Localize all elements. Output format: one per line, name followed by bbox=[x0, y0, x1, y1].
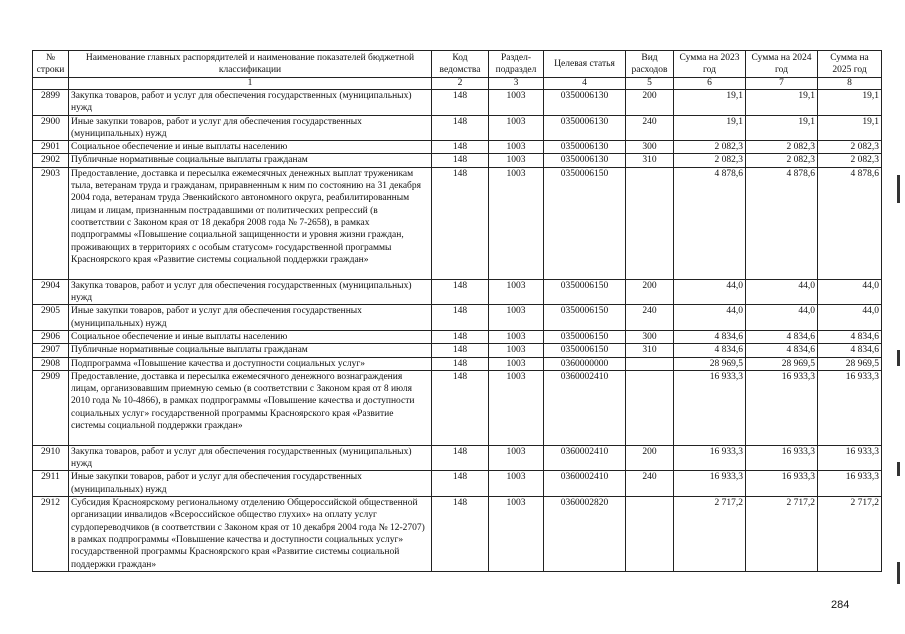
row-number-cell: 2902 bbox=[33, 154, 69, 167]
dept-code-cell: 148 bbox=[432, 154, 489, 167]
name-cell: Социальное обеспечение и иные выплаты населению bbox=[69, 330, 432, 343]
dept-code-cell: 148 bbox=[432, 115, 489, 141]
table-row bbox=[33, 330, 882, 343]
target-article-cell: 0350006150 bbox=[544, 330, 626, 343]
sum-2024-cell: 2 082,3 bbox=[746, 154, 818, 167]
row-number-cell: 2911 bbox=[33, 471, 69, 497]
sum-2023-cell: 2 082,3 bbox=[674, 141, 746, 154]
sum-2025-cell: 44,0 bbox=[818, 305, 882, 331]
budget-table bbox=[32, 50, 882, 572]
dept-code-cell: 148 bbox=[432, 305, 489, 331]
column-number: 1 bbox=[69, 78, 432, 90]
sum-2024-cell: 44,0 bbox=[746, 279, 818, 305]
table-row bbox=[33, 497, 882, 572]
table-row bbox=[33, 115, 882, 141]
name-cell: Закупка товаров, работ и услуг для обеспечения государственных (муниципальных) нужд bbox=[69, 90, 432, 116]
sum-2025-cell: 4 834,6 bbox=[818, 330, 882, 343]
name-cell: Публичные нормативные социальные выплаты гражданам bbox=[69, 344, 432, 357]
table-row bbox=[33, 90, 882, 116]
expense-type-cell: 240 bbox=[626, 305, 674, 331]
row-number-cell: 2907 bbox=[33, 344, 69, 357]
sum-2024-cell: 28 969,5 bbox=[746, 357, 818, 370]
row-number-cell: 2906 bbox=[33, 330, 69, 343]
dept-code-cell: 148 bbox=[432, 167, 489, 279]
dept-code-cell: 148 bbox=[432, 497, 489, 572]
name-cell: Публичные нормативные социальные выплаты гражданам bbox=[69, 154, 432, 167]
sum-2024-cell: 16 933,3 bbox=[746, 445, 818, 471]
sum-2025-cell: 16 933,3 bbox=[818, 471, 882, 497]
expense-type-cell: 240 bbox=[626, 471, 674, 497]
name-cell: Предоставление, доставка и пересылка ежемесячных денежных выплат труженикам тыла, ветеранам труда и гражданам, приравненным к ним по состоянию на 31 декабря 2004 года, ветеранам труда Эвенкийского автономного округа, реабилитированным лицам и лицам, признанным пострадавшими от политических репрессий (в соответствии с Законом края от 18 декабря 2008 года № 7-2658), в рамках подпрограммы «Повышение социальной защищенности и уровня жизни граждан, проживающих в территориях с особым статусом» государственной программы Красноярского края «Развитие системы социальной поддержки граждан» bbox=[69, 167, 432, 279]
name-cell: Предоставление, доставка и пересылка ежемесячного денежного вознаграждения лицам, организовавшим приемную семью (в соответствии с Законом края от 8 июля 2010 года № 10-4866), в рамках подпрограммы «Повышение качества и доступности социальных услуг» государственной программы Красноярского края «Развитие системы социальной поддержки граждан» bbox=[69, 370, 432, 445]
sum-2023-cell: 19,1 bbox=[674, 90, 746, 116]
sum-2024-cell: 44,0 bbox=[746, 305, 818, 331]
sum-2025-cell: 4 878,6 bbox=[818, 167, 882, 279]
sum-2024-cell: 4 834,6 bbox=[746, 330, 818, 343]
row-number-cell: 2905 bbox=[33, 305, 69, 331]
column-number: 3 bbox=[489, 78, 544, 90]
target-article-cell: 0360002820 bbox=[544, 497, 626, 572]
sum-2024-cell: 16 933,3 bbox=[746, 471, 818, 497]
header-expense-type: Вид расходов bbox=[626, 51, 674, 78]
name-cell: Социальное обеспечение и иные выплаты населению bbox=[69, 141, 432, 154]
section-cell: 1003 bbox=[489, 471, 544, 497]
column-number bbox=[33, 78, 69, 90]
target-article-cell: 0350006150 bbox=[544, 279, 626, 305]
sum-2024-cell: 16 933,3 bbox=[746, 370, 818, 445]
sum-2025-cell: 2 082,3 bbox=[818, 141, 882, 154]
section-cell: 1003 bbox=[489, 305, 544, 331]
expense-type-cell: 240 bbox=[626, 115, 674, 141]
column-number: 2 bbox=[432, 78, 489, 90]
header-sum-2025: Сумма на 2025 год bbox=[818, 51, 882, 78]
expense-type-cell: 200 bbox=[626, 279, 674, 305]
header-sum-2023: Сумма на 2023 год bbox=[674, 51, 746, 78]
name-cell: Иные закупки товаров, работ и услуг для обеспечения государственных (муниципальных) нужд bbox=[69, 115, 432, 141]
target-article-cell: 0360002410 bbox=[544, 471, 626, 497]
sum-2023-cell: 44,0 bbox=[674, 305, 746, 331]
sum-2023-cell: 16 933,3 bbox=[674, 471, 746, 497]
column-number-row bbox=[33, 78, 882, 90]
sum-2023-cell: 2 717,2 bbox=[674, 497, 746, 572]
section-cell: 1003 bbox=[489, 167, 544, 279]
target-article-cell: 0360000000 bbox=[544, 357, 626, 370]
target-article-cell: 0350006130 bbox=[544, 141, 626, 154]
expense-type-cell bbox=[626, 370, 674, 445]
section-cell: 1003 bbox=[489, 344, 544, 357]
section-cell: 1003 bbox=[489, 141, 544, 154]
sum-2024-cell: 2 717,2 bbox=[746, 497, 818, 572]
name-cell: Иные закупки товаров, работ и услуг для обеспечения государственных (муниципальных) нужд bbox=[69, 471, 432, 497]
row-number-cell: 2904 bbox=[33, 279, 69, 305]
sum-2023-cell: 4 878,6 bbox=[674, 167, 746, 279]
expense-type-cell bbox=[626, 357, 674, 370]
row-number-cell: 2912 bbox=[33, 497, 69, 572]
row-number-cell: 2908 bbox=[33, 357, 69, 370]
table-row bbox=[33, 357, 882, 370]
column-number: 8 bbox=[818, 78, 882, 90]
name-cell: Субсидия Красноярскому региональному отделению Общероссийской общественной организации инвалидов «Всероссийское общество глухих» на оплату услуг сурдопереводчиков (в соответствии с Законом края от 10 декабря 2004 года № 12-2707) в рамках подпрограммы «Повышение качества и доступности социальных услуг» государственной программы Красноярского края «Развитие системы социальной поддержки граждан» bbox=[69, 497, 432, 572]
dept-code-cell: 148 bbox=[432, 344, 489, 357]
sum-2025-cell: 19,1 bbox=[818, 115, 882, 141]
header-target-article: Целевая статья bbox=[544, 51, 626, 78]
page-edge-mark bbox=[897, 350, 900, 366]
sum-2024-cell: 19,1 bbox=[746, 115, 818, 141]
page-edge-mark bbox=[897, 462, 900, 476]
sum-2025-cell: 16 933,3 bbox=[818, 370, 882, 445]
table-row bbox=[33, 344, 882, 357]
section-cell: 1003 bbox=[489, 497, 544, 572]
section-cell: 1003 bbox=[489, 115, 544, 141]
name-cell: Иные закупки товаров, работ и услуг для обеспечения государственных (муниципальных) нужд bbox=[69, 305, 432, 331]
sum-2023-cell: 19,1 bbox=[674, 115, 746, 141]
expense-type-cell: 300 bbox=[626, 330, 674, 343]
header-name: Наименование главных распорядителей и наименование показателей бюджетной классификации bbox=[69, 51, 432, 78]
header-row-number: № строки bbox=[33, 51, 69, 78]
sum-2024-cell: 2 082,3 bbox=[746, 141, 818, 154]
column-number: 7 bbox=[746, 78, 818, 90]
dept-code-cell: 148 bbox=[432, 279, 489, 305]
dept-code-cell: 148 bbox=[432, 90, 489, 116]
sum-2023-cell: 2 082,3 bbox=[674, 154, 746, 167]
sum-2024-cell: 4 834,6 bbox=[746, 344, 818, 357]
row-number-cell: 2903 bbox=[33, 167, 69, 279]
section-cell: 1003 bbox=[489, 370, 544, 445]
sum-2025-cell: 2 717,2 bbox=[818, 497, 882, 572]
header-row bbox=[33, 51, 882, 78]
expense-type-cell: 200 bbox=[626, 90, 674, 116]
table-row bbox=[33, 305, 882, 331]
sum-2023-cell: 16 933,3 bbox=[674, 370, 746, 445]
sum-2024-cell: 19,1 bbox=[746, 90, 818, 116]
name-cell: Закупка товаров, работ и услуг для обеспечения государственных (муниципальных) нужд bbox=[69, 445, 432, 471]
table-row bbox=[33, 167, 882, 279]
page-edge-mark bbox=[897, 175, 900, 203]
target-article-cell: 0360002410 bbox=[544, 445, 626, 471]
target-article-cell: 0350006150 bbox=[544, 344, 626, 357]
expense-type-cell bbox=[626, 167, 674, 279]
page-edge-mark bbox=[897, 562, 900, 584]
section-cell: 1003 bbox=[489, 90, 544, 116]
table-row bbox=[33, 471, 882, 497]
expense-type-cell: 200 bbox=[626, 445, 674, 471]
sum-2025-cell: 2 082,3 bbox=[818, 154, 882, 167]
section-cell: 1003 bbox=[489, 279, 544, 305]
row-number-cell: 2910 bbox=[33, 445, 69, 471]
header-section: Раздел-подраздел bbox=[489, 51, 544, 78]
sum-2024-cell: 4 878,6 bbox=[746, 167, 818, 279]
name-cell: Закупка товаров, работ и услуг для обеспечения государственных (муниципальных) нужд bbox=[69, 279, 432, 305]
sum-2025-cell: 4 834,6 bbox=[818, 344, 882, 357]
dept-code-cell: 148 bbox=[432, 357, 489, 370]
target-article-cell: 0350006130 bbox=[544, 154, 626, 167]
expense-type-cell: 310 bbox=[626, 154, 674, 167]
header-dept-code: Код ведомства bbox=[432, 51, 489, 78]
dept-code-cell: 148 bbox=[432, 141, 489, 154]
target-article-cell: 0350006150 bbox=[544, 167, 626, 279]
sum-2023-cell: 4 834,6 bbox=[674, 344, 746, 357]
target-article-cell: 0360002410 bbox=[544, 370, 626, 445]
sum-2023-cell: 4 834,6 bbox=[674, 330, 746, 343]
column-number: 5 bbox=[626, 78, 674, 90]
table-row bbox=[33, 445, 882, 471]
page-number: 284 bbox=[831, 599, 850, 611]
section-cell: 1003 bbox=[489, 445, 544, 471]
sum-2025-cell: 28 969,5 bbox=[818, 357, 882, 370]
row-number-cell: 2901 bbox=[33, 141, 69, 154]
expense-type-cell: 310 bbox=[626, 344, 674, 357]
sum-2025-cell: 16 933,3 bbox=[818, 445, 882, 471]
row-number-cell: 2899 bbox=[33, 90, 69, 116]
dept-code-cell: 148 bbox=[432, 445, 489, 471]
section-cell: 1003 bbox=[489, 357, 544, 370]
column-number: 6 bbox=[674, 78, 746, 90]
sum-2023-cell: 16 933,3 bbox=[674, 445, 746, 471]
dept-code-cell: 148 bbox=[432, 370, 489, 445]
target-article-cell: 0350006130 bbox=[544, 90, 626, 116]
expense-type-cell: 300 bbox=[626, 141, 674, 154]
name-cell: Подпрограмма «Повышение качества и доступности социальных услуг» bbox=[69, 357, 432, 370]
table-row bbox=[33, 370, 882, 445]
sum-2025-cell: 19,1 bbox=[818, 90, 882, 116]
table-row bbox=[33, 154, 882, 167]
sum-2023-cell: 28 969,5 bbox=[674, 357, 746, 370]
section-cell: 1003 bbox=[489, 330, 544, 343]
row-number-cell: 2900 bbox=[33, 115, 69, 141]
expense-type-cell bbox=[626, 497, 674, 572]
sum-2023-cell: 44,0 bbox=[674, 279, 746, 305]
column-number: 4 bbox=[544, 78, 626, 90]
target-article-cell: 0350006150 bbox=[544, 305, 626, 331]
header-sum-2024: Сумма на 2024 год bbox=[746, 51, 818, 78]
section-cell: 1003 bbox=[489, 154, 544, 167]
dept-code-cell: 148 bbox=[432, 471, 489, 497]
row-number-cell: 2909 bbox=[33, 370, 69, 445]
dept-code-cell: 148 bbox=[432, 330, 489, 343]
table-row bbox=[33, 141, 882, 154]
sum-2025-cell: 44,0 bbox=[818, 279, 882, 305]
target-article-cell: 0350006130 bbox=[544, 115, 626, 141]
table-row bbox=[33, 279, 882, 305]
